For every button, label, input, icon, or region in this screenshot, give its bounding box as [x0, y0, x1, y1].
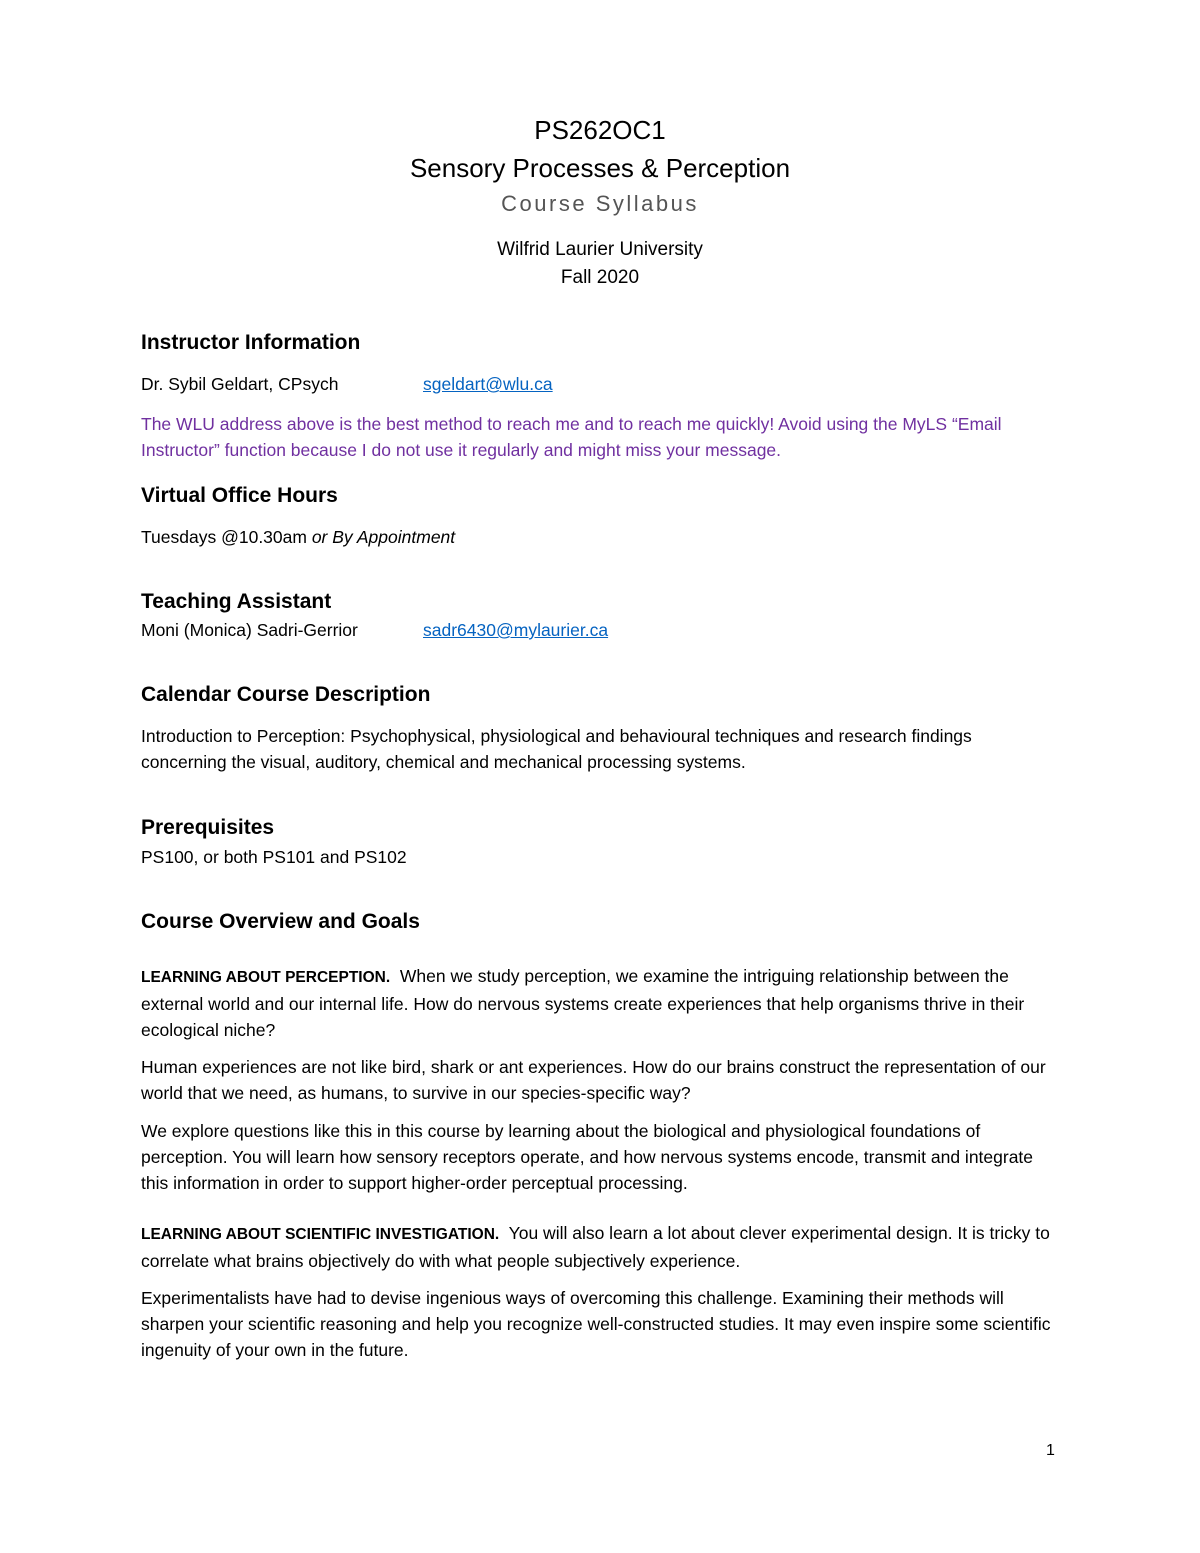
overview-paragraph-5: Experimentalists have had to devise ingenious ways of overcoming this challenge. Examining their methods will sharpen your scientific reasoning and help you recognize well-constructed studies. It may even inspire some scientific ingenuity of your own in the future. — [141, 1288, 1051, 1360]
instructor-contact-note: The WLU address above is the best method to reach me and to reach me quickly! Avoid using the MyLS “Email Instructor” function because I do not use it regularly and might miss your message. — [141, 414, 1002, 460]
instructor-email-link[interactable]: sgeldart@wlu.ca — [423, 374, 553, 394]
course-title: Sensory Processes & Perception — [409, 153, 791, 183]
term: Fall 2020 — [560, 267, 640, 288]
overview-heading: Course Overview and Goals — [141, 910, 420, 933]
office-hours-time: Tuesdays @10.30am — [141, 527, 307, 547]
calendar-heading: Calendar Course Description — [141, 683, 431, 706]
office-hours-alt: or By Appointment — [311, 527, 456, 547]
prerequisites-heading: Prerequisites — [141, 816, 275, 839]
instructor-name: Dr. Sybil Geldart, CPsych — [141, 374, 339, 394]
office-hours-heading: Virtual Office Hours — [141, 484, 338, 507]
overview-paragraph-3: We explore questions like this in this course by learning about the biological and physiological foundations of perception. You will learn how sensory receptors operate, and how nervous systems encode, transmit and integrate this information in order to support higher-order perceptual processing. — [141, 1121, 1034, 1193]
prerequisites-text: PS100, or both PS101 and PS102 — [141, 847, 407, 867]
perception-text: When we study perception, we examine the intriguing relationship between the external world and our internal life. How do nervous systems create experiences that help organisms thrive in their ecological niche? — [141, 966, 1025, 1040]
ta-name: Moni (Monica) Sadri-Gerrior — [141, 620, 358, 640]
course-code: PS262OC1 — [534, 115, 666, 145]
document-type: Course Syllabus — [501, 191, 699, 216]
perception-lead: LEARNING ABOUT PERCEPTION. — [141, 969, 391, 986]
ta-heading: Teaching Assistant — [141, 590, 332, 613]
ta-email-link[interactable]: sadr6430@mylaurier.ca — [423, 620, 609, 640]
overview-paragraph-2: Human experiences are not like bird, shark or ant experiences. How do our brains construct the representation of our world that we need, as humans, to survive in our species-specific way? — [141, 1057, 1046, 1103]
overview-paragraph-4 — [141, 1220, 1061, 1274]
calendar-description: Introduction to Perception: Psychophysical, physiological and behavioural techniques and research findings concerning the visual, auditory, chemical and mechanical processing systems. — [141, 726, 972, 772]
instructor-heading: Instructor Information — [141, 331, 361, 354]
university-name: Wilfrid Laurier University — [497, 239, 703, 260]
page-number: 1 — [1046, 1442, 1055, 1459]
overview-paragraph-1 — [141, 963, 1061, 1043]
office-hours-line — [141, 524, 455, 550]
investigation-text: You will also learn a lot about clever experimental design. It is tricky to correlate what brains objectively do with what people subjectively experience. — [141, 1223, 1050, 1271]
investigation-lead: LEARNING ABOUT SCIENTIFIC INVESTIGATION. — [141, 1226, 500, 1243]
